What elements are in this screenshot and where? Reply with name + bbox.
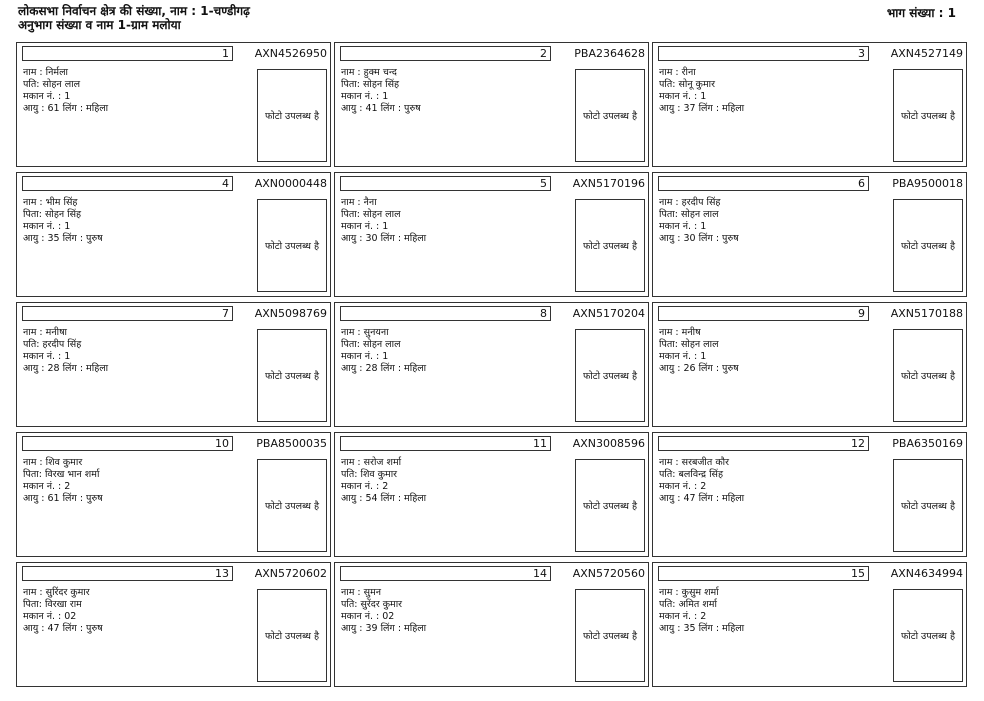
age-gender: आयु : 47 लिंग : पुरुष <box>23 623 103 634</box>
photo-text: फोटो उपलब्ध है <box>901 241 955 252</box>
serial-number: 1 <box>22 46 233 61</box>
voter-name: नाम : सुरिंदर कुमार <box>23 587 90 598</box>
photo-placeholder <box>257 69 327 162</box>
voter-card <box>334 562 649 687</box>
epic-number: AXN0000448 <box>254 177 327 190</box>
house-number: मकान नं. : 1 <box>341 91 389 102</box>
relation-name: पति: सोहन लाल <box>23 79 81 90</box>
epic-number: AXN5720602 <box>254 567 327 580</box>
age-gender: आयु : 41 लिंग : पुरुष <box>341 103 421 114</box>
house-number: मकान नं. : 1 <box>23 351 71 362</box>
serial-number: 15 <box>658 566 869 581</box>
voter-card <box>334 302 649 427</box>
photo-text: फोटो उपलब्ध है <box>265 111 319 122</box>
age-gender: आयु : 47 लिंग : महिला <box>659 493 745 504</box>
voter-card <box>652 302 967 427</box>
serial-number: 12 <box>658 436 869 451</box>
photo-placeholder <box>575 589 645 682</box>
voter-name: नाम : मनीष <box>659 327 701 338</box>
age-gender: आयु : 39 लिंग : महिला <box>341 623 427 634</box>
page-header <box>18 4 250 32</box>
epic-number: AXN5170204 <box>572 307 645 320</box>
epic-number: AXN4527149 <box>890 47 963 60</box>
voter-card <box>334 432 649 557</box>
epic-number: AXN5170188 <box>890 307 963 320</box>
serial-number: 7 <box>22 306 233 321</box>
serial-number: 9 <box>658 306 869 321</box>
photo-text: फोटो उपलब्ध है <box>901 371 955 382</box>
photo-placeholder <box>257 329 327 422</box>
age-gender: आयु : 28 लिंग : महिला <box>341 363 427 374</box>
voter-card <box>16 42 331 167</box>
serial-number: 5 <box>340 176 551 191</box>
house-number: मकान नं. : 1 <box>23 221 71 232</box>
house-number: मकान नं. : 2 <box>659 481 707 492</box>
serial-number: 2 <box>340 46 551 61</box>
part-number: भाग संख्या : 1 <box>886 6 956 20</box>
voter-details <box>341 67 421 115</box>
voter-details <box>659 197 739 245</box>
voter-card <box>652 562 967 687</box>
photo-placeholder <box>257 589 327 682</box>
photo-text: फोटो उपलब्ध है <box>583 631 637 642</box>
photo-placeholder <box>575 199 645 292</box>
epic-number: PBA9500018 <box>892 177 963 190</box>
house-number: मकान नं. : 1 <box>659 91 707 102</box>
voter-grid <box>16 42 967 687</box>
photo-text: फोटो उपलब्ध है <box>901 111 955 122</box>
voter-name: नाम : सुनयना <box>341 327 389 338</box>
house-number: मकान नं. : 1 <box>659 351 707 362</box>
relation-name: पिता: सोहन सिंह <box>23 209 82 220</box>
relation-name: पति: हरदीप सिंह <box>23 339 82 350</box>
photo-placeholder <box>893 329 963 422</box>
serial-number: 6 <box>658 176 869 191</box>
voter-card <box>652 432 967 557</box>
photo-placeholder <box>893 459 963 552</box>
voter-card <box>334 42 649 167</box>
voter-card <box>334 172 649 297</box>
voter-details <box>659 67 744 115</box>
voter-details <box>341 327 426 375</box>
voter-details <box>341 457 426 505</box>
photo-placeholder <box>893 199 963 292</box>
serial-number: 13 <box>22 566 233 581</box>
age-gender: आयु : 35 लिंग : पुरुष <box>23 233 103 244</box>
serial-number: 14 <box>340 566 551 581</box>
voter-name: नाम : हुक्म चन्द <box>341 67 397 78</box>
epic-number: AXN5720560 <box>572 567 645 580</box>
relation-name: पति: अमित शर्मा <box>659 599 717 610</box>
photo-text: फोटो उपलब्ध है <box>901 501 955 512</box>
house-number: मकान नं. : 02 <box>341 611 395 622</box>
relation-name: पति: सोनू कुमार <box>659 79 715 90</box>
photo-text: फोटो उपलब्ध है <box>583 501 637 512</box>
photo-text: फोटो उपलब्ध है <box>265 241 319 252</box>
age-gender: आयु : 30 लिंग : पुरुष <box>659 233 739 244</box>
photo-placeholder <box>257 459 327 552</box>
house-number: मकान नं. : 1 <box>341 221 389 232</box>
relation-name: पिता: सोहन लाल <box>659 339 719 350</box>
age-gender: आयु : 26 लिंग : पुरुष <box>659 363 739 374</box>
epic-number: PBA6350169 <box>892 437 963 450</box>
voter-name: नाम : शिव कुमार <box>23 457 83 468</box>
relation-name: पिता: विरखा राम <box>23 599 82 610</box>
house-number: मकान नं. : 2 <box>659 611 707 622</box>
epic-number: AXN3008596 <box>572 437 645 450</box>
relation-name: पति: बलविन्द्र सिंह <box>659 469 724 480</box>
photo-text: फोटो उपलब्ध है <box>583 371 637 382</box>
photo-text: फोटो उपलब्ध है <box>583 241 637 252</box>
voter-name: नाम : मनीषा <box>23 327 68 338</box>
house-number: मकान नं. : 2 <box>341 481 389 492</box>
voter-details <box>23 327 108 375</box>
epic-number: PBA8500035 <box>256 437 327 450</box>
voter-details <box>659 457 744 505</box>
voter-card <box>16 562 331 687</box>
photo-text: फोटो उपलब्ध है <box>265 501 319 512</box>
house-number: मकान नं. : 1 <box>341 351 389 362</box>
constituency-title: लोकसभा निर्वाचन क्षेत्र की संख्या, नाम : 1-चण्डीगढ़ <box>18 4 250 18</box>
relation-name: पिता: सोहन लाल <box>659 209 719 220</box>
voter-details <box>23 67 108 115</box>
photo-placeholder <box>257 199 327 292</box>
house-number: मकान नं. : 1 <box>23 91 71 102</box>
serial-number: 8 <box>340 306 551 321</box>
photo-placeholder <box>575 459 645 552</box>
photo-placeholder <box>575 329 645 422</box>
photo-placeholder <box>575 69 645 162</box>
age-gender: आयु : 35 लिंग : महिला <box>659 623 745 634</box>
voter-name: नाम : सरबजीत कौर <box>659 457 729 468</box>
photo-text: फोटो उपलब्ध है <box>901 631 955 642</box>
voter-card <box>16 432 331 557</box>
voter-details <box>341 587 426 635</box>
age-gender: आयु : 54 लिंग : महिला <box>341 493 427 504</box>
serial-number: 4 <box>22 176 233 191</box>
house-number: मकान नं. : 1 <box>659 221 707 232</box>
section-title: अनुभाग संख्या व नाम 1-ग्राम मलोया <box>18 18 181 32</box>
photo-placeholder <box>893 69 963 162</box>
serial-number: 11 <box>340 436 551 451</box>
voter-details <box>23 587 103 635</box>
voter-card <box>16 302 331 427</box>
epic-number: PBA2364628 <box>574 47 645 60</box>
epic-number: AXN5098769 <box>254 307 327 320</box>
voter-name: नाम : भीम सिंह <box>23 197 78 208</box>
voter-name: नाम : रीना <box>659 67 696 78</box>
voter-details <box>23 197 103 245</box>
photo-text: फोटो उपलब्ध है <box>583 111 637 122</box>
voter-name: नाम : निर्मला <box>23 67 68 78</box>
voter-name: नाम : सरोज शर्मा <box>341 457 402 468</box>
relation-name: पिता: सोहन लाल <box>341 209 401 220</box>
age-gender: आयु : 61 लिंग : पुरुष <box>23 493 103 504</box>
photo-placeholder <box>893 589 963 682</box>
voter-name: नाम : हरदीप सिंह <box>659 197 721 208</box>
serial-number: 10 <box>22 436 233 451</box>
age-gender: आयु : 61 लिंग : महिला <box>23 103 109 114</box>
epic-number: AXN4634994 <box>890 567 963 580</box>
voter-card <box>652 172 967 297</box>
voter-details <box>341 197 426 245</box>
house-number: मकान नं. : 02 <box>23 611 77 622</box>
photo-text: फोटो उपलब्ध है <box>265 631 319 642</box>
serial-number: 3 <box>658 46 869 61</box>
epic-number: AXN4526950 <box>254 47 327 60</box>
age-gender: आयु : 28 लिंग : महिला <box>23 363 109 374</box>
photo-text: फोटो उपलब्ध है <box>265 371 319 382</box>
age-gender: आयु : 30 लिंग : महिला <box>341 233 427 244</box>
voter-name: नाम : कुसुम शर्मा <box>659 587 719 598</box>
relation-name: पति: शिव कुमार <box>341 469 398 480</box>
relation-name: पिता: सोहन सिंह <box>341 79 400 90</box>
age-gender: आयु : 37 लिंग : महिला <box>659 103 745 114</box>
epic-number: AXN5170196 <box>572 177 645 190</box>
voter-name: नाम : नैना <box>341 197 377 208</box>
relation-name: पिता: सोहन लाल <box>341 339 401 350</box>
house-number: मकान नं. : 2 <box>23 481 71 492</box>
voter-card <box>652 42 967 167</box>
relation-name: पिता: विरख भान शर्मा <box>23 469 100 480</box>
voter-card <box>16 172 331 297</box>
voter-details <box>659 587 744 635</box>
voter-name: नाम : सुमन <box>341 587 382 598</box>
voter-details <box>23 457 103 505</box>
voter-details <box>659 327 739 375</box>
relation-name: पति: सुरेंदर कुमार <box>341 599 403 610</box>
